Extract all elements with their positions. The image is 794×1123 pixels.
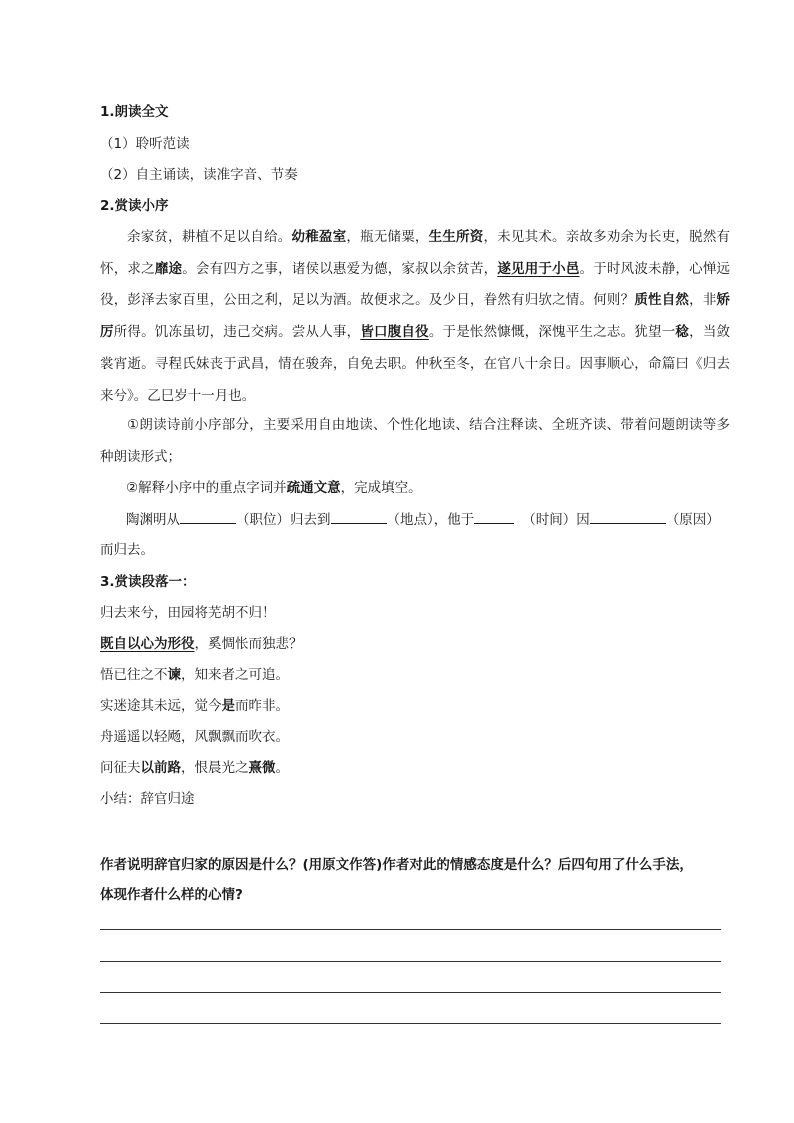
poem-text: 问征夫	[100, 760, 141, 776]
preface-text: 。于时风波未静，心惮远役，彭泽去家百里，公田之利，足以为酒。故便求之。及少日，眷然有归欤之情。何则？	[100, 260, 731, 309]
poem-text: ，奚惆怅而独悲？	[194, 636, 303, 652]
poem-text: ，知来者之可追。	[181, 667, 289, 683]
task-explain-words	[126, 478, 766, 498]
poem-keyword: 以前路	[140, 760, 181, 776]
preface-text: 。会有四方之事，诸侯以惠爱为德，家叔以余贫苦，	[182, 260, 498, 277]
poem-keyword: 熹微	[248, 760, 276, 776]
summary-line: 小结：辞官归途	[100, 791, 195, 807]
section-heading-paragraph-one: 3.赏读段落一：	[100, 574, 196, 590]
preface-text: ，未见其术。亲故多劝余为长吏，脱然有怀，求之	[100, 229, 731, 277]
answer-line-4[interactable]	[100, 1023, 721, 1024]
poem-line-1: 归去来兮，田园将芜胡不归！	[100, 605, 276, 621]
task-text: ②解释小序中的重点字词并	[126, 480, 287, 496]
preface-keyword: 质性自然	[634, 292, 690, 309]
list-item-listen: （1）聆听范读	[100, 136, 190, 152]
preface-text: 所得。饥冻虽切，违己交病。尝从人事，	[113, 324, 361, 341]
preface-keyword: 矫厉	[100, 292, 731, 341]
preface-text: 。于是怅然慷慨，深愧平生之志。犹望一	[428, 324, 676, 341]
poem-text: 悟已往之不	[100, 667, 168, 683]
poem-text: ，恨晨光之	[181, 760, 249, 776]
preface-text: ，当敛裳宵逝。寻程氏妹丧于武昌，情在骏奔，自免去职。仲秋至冬，在官八十余日。因事顺心，命篇曰《归去来兮》。乙巳岁十一月也。	[100, 324, 731, 404]
preface-keyword: 靡途	[154, 260, 183, 277]
section-heading-read-aloud: 1.朗读全文	[100, 104, 169, 120]
task-keyword: 疏通文意	[286, 480, 341, 496]
preface-keyword: 生生所资	[428, 229, 484, 245]
poem-line-3	[100, 665, 740, 685]
poem-keyword: 谏	[167, 667, 181, 683]
answer-line-2[interactable]	[100, 961, 721, 962]
preface-keyword-underlined: 皆口腹自役	[360, 324, 429, 341]
poem-text: 实迷途其未远，觉今	[100, 698, 222, 714]
poem-keyword: 是	[221, 698, 235, 714]
task-reading-methods: ①朗读诗前小序部分，主要采用自由地读、个性化地读、结合注释读、全班齐读、带着问题朗读等多种朗读形式；	[100, 417, 730, 465]
fill-text: 陶渊明从	[126, 512, 180, 528]
fill-text: （原因）	[665, 512, 720, 528]
fill-text: （职位）归去到	[236, 512, 331, 528]
fill-in-sentence-end: 而归去。	[100, 542, 154, 558]
poem-keyword-underlined: 既自以心为形役	[100, 636, 195, 652]
poem-text: 。	[275, 760, 289, 776]
section-heading-preface: 2.赏读小序	[100, 198, 169, 214]
fill-text: （时间）因	[522, 512, 590, 528]
blank-time[interactable]	[474, 509, 514, 524]
poem-line-6	[100, 758, 740, 778]
preface-text: ，瓶无储粟，	[346, 229, 429, 245]
answer-line-3[interactable]	[100, 992, 721, 993]
poem-line-5: 舟遥遥以轻飏，风飘飘而吹衣。	[100, 729, 289, 745]
preface-text: ，非	[689, 292, 717, 309]
blank-reason[interactable]	[590, 509, 666, 524]
poem-text: 而昨非。	[235, 698, 289, 714]
fill-in-sentence	[126, 509, 766, 530]
question-line-2: 体现作者什么样的心情?	[100, 887, 243, 903]
answer-line-1[interactable]	[100, 929, 721, 930]
question-line-1: 作者说明辞官归家的原因是什么？(用原文作答)作者对此的情感态度是什么？后四句用了什么手法，	[100, 857, 693, 873]
preface-text: 余家贫，耕植不足以自给。	[127, 229, 292, 245]
poem-line-2	[100, 634, 740, 654]
blank-position[interactable]	[180, 509, 236, 524]
preface-keyword: 稔	[675, 324, 690, 341]
blank-place[interactable]	[331, 509, 387, 524]
preface-keyword: 幼稚盈室	[291, 229, 347, 245]
preface-paragraph	[100, 222, 730, 412]
fill-text: （地点），他于	[386, 512, 475, 528]
preface-keyword-underlined: 遂见用于小邑	[497, 260, 580, 277]
list-item-self-recite: （2）自主诵读，读准字音、节奏	[100, 167, 298, 183]
poem-line-4	[100, 696, 740, 716]
task-text: ，完成填空。	[340, 480, 422, 496]
